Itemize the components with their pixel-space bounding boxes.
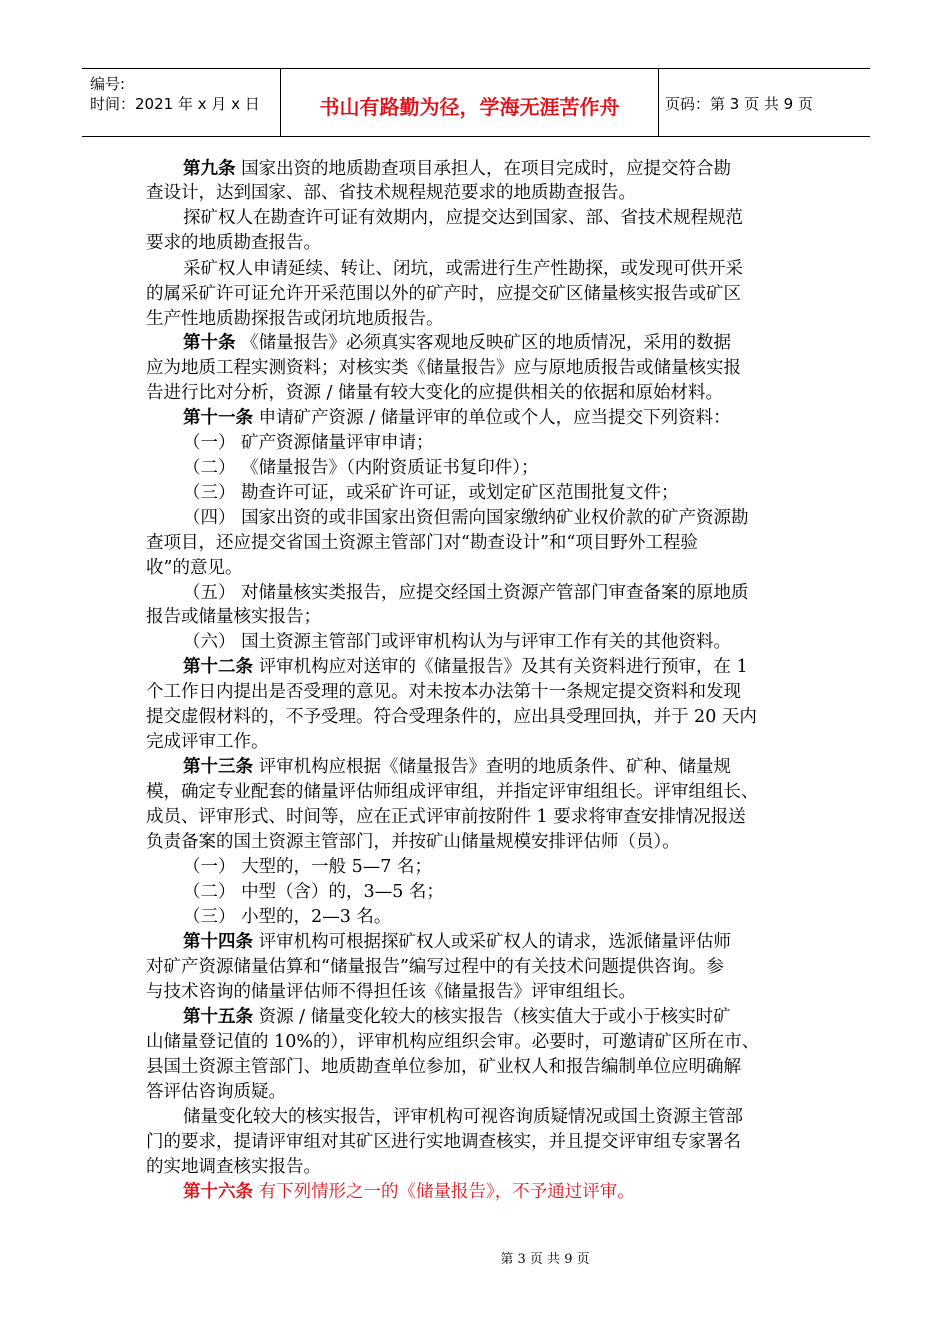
body-line: 的属采矿许可证允许开采范围以外的矿产时，应提交矿区储量核实报告或矿区	[146, 284, 741, 304]
body-line: （三） 勘查许可证，或采矿许可证，或划定矿区范围批复文件；	[183, 483, 679, 503]
article-text: 评审机构可根据探矿权人或采矿权人的请求，选派储量评估师	[253, 932, 732, 952]
body-line	[183, 1005, 731, 1029]
body-line	[183, 157, 731, 181]
document-time-label: 时间：2021 年 x 月 x 日	[90, 95, 260, 113]
article-text: 有下列情形之一的《储量报告》，不予通过评审。	[253, 1182, 635, 1202]
document-code-label: 编号:	[90, 75, 126, 93]
article-text: 评审机构应对送审的《储量报告》及其有关资料进行预审，在 1	[253, 657, 748, 677]
header-motto-cell	[281, 69, 659, 136]
header-page-number: 页码：第 3 页 共 9 页	[665, 95, 813, 113]
body-line	[183, 655, 748, 679]
body-line: 要求的地质勘查报告。	[146, 233, 321, 253]
body-line: 县国土资源主管部门、地质勘查单位参加，矿业权人和报告编制单位应明确解	[146, 1057, 741, 1077]
body-line: 生产性地质勘探报告或闭坑地质报告。	[146, 309, 444, 329]
body-line: 储量变化较大的核实报告，评审机构可视咨询质疑情况或国土资源主管部	[183, 1107, 743, 1127]
article-text: 《储量报告》必须真实客观地反映矿区的地质情况，采用的数据	[235, 333, 732, 353]
body-line: 的实地调查核实报告。	[146, 1157, 321, 1177]
body-line: 答评估咨询质疑。	[146, 1082, 286, 1102]
body-line: 查设计，达到国家、部、省技术规程规范要求的地质勘查报告。	[146, 183, 636, 203]
article-text: 资源 / 储量变化较大的核实报告（核实值大于或小于核实时矿	[253, 1007, 731, 1027]
body-line: 应为地质工程实测资料；对核实类《储量报告》应与原地质报告或储量核实报	[146, 358, 741, 378]
body-line: 完成评审工作。	[146, 732, 269, 752]
body-line: 报告或储量核实报告；	[146, 607, 321, 627]
article-text: 国家出资的地质勘查项目承担人，在项目完成时，应提交符合勘	[235, 159, 732, 179]
body-line: 采矿权人申请延续、转让、闭坑，或需进行生产性勘探，或发现可供开采	[183, 259, 743, 279]
body-line: 成员、评审形式、时间等，应在正式评审前按附件 1 要求将审查安排情况报送	[146, 807, 746, 827]
article-text: 申请矿产资源 / 储量评审的单位或个人，应当提交下列资料：	[253, 408, 731, 428]
body-line	[183, 930, 731, 954]
article-heading: 第十三条	[183, 757, 253, 777]
body-line: 提交虚假材料的，不予受理。符合受理条件的，应出具受理回执，并于 20 天内	[146, 707, 757, 727]
body-line: （六） 国土资源主管部门或评审机构认为与评审工作有关的其他资料。	[183, 632, 732, 652]
body-line: 模，确定专业配套的储量评估师组成评审组，并指定评审组组长。评审组组长、	[146, 782, 759, 802]
header-meta-cell	[82, 69, 281, 136]
body-line: 查项目，还应提交省国土资源主管部门对“勘查设计”和“项目野外工程验	[146, 533, 698, 553]
body-line: 门的要求，提请评审组对其矿区进行实地调查核实，并且提交评审组专家署名	[146, 1132, 741, 1152]
article-heading: 第十条	[183, 333, 236, 353]
body-line: （二） 《储量报告》（内附资质证书复印件）；	[183, 458, 539, 478]
body-line	[183, 406, 731, 430]
body-line: （二） 中型（含）的，3—5 名；	[183, 882, 444, 902]
page-header	[82, 68, 870, 137]
body-line	[183, 331, 731, 355]
body-line: 探矿权人在勘查许可证有效期内，应提交达到国家、部、省技术规程规范	[183, 208, 743, 228]
article-heading: 第十五条	[183, 1007, 253, 1027]
article-heading: 第九条	[183, 159, 236, 179]
body-line: 对矿产资源储量估算和“储量报告”编写过程中的有关技术问题提供咨询。参	[146, 957, 724, 977]
article-heading: 第十四条	[183, 932, 253, 952]
page-footer: 第 3 页 共 9 页	[500, 1252, 590, 1267]
article-heading: 第十六条	[183, 1182, 253, 1202]
article-heading: 第十一条	[183, 408, 253, 428]
body-line: 与技术咨询的储量评估师不得担任该《储量报告》评审组组长。	[146, 982, 636, 1002]
article-text: 评审机构应根据《储量报告》查明的地质条件、矿种、储量规	[253, 757, 732, 777]
body-line: （四） 国家出资的或非国家出资但需向国家缴纳矿业权价款的矿产资源勘	[183, 508, 749, 528]
header-motto: 书山有路勤为径，学海无涯苦作舟	[319, 95, 620, 119]
body-line: 告进行比对分析，资源 / 储量有较大变化的应提供相关的依据和原始材料。	[146, 383, 724, 403]
body-line: （五） 对储量核实类报告，应提交经国土资源产管部门审查备案的原地质	[183, 583, 749, 603]
body-line: （一） 大型的，一般 5—7 名；	[183, 857, 432, 877]
body-line: （一） 矿产资源储量评审申请；	[183, 433, 434, 453]
body-line: 个工作日内提出是否受理的意见。对未按本办法第十一条规定提交资料和发现	[146, 682, 741, 702]
body-line: 负责备案的国土资源主管部门，并按矿山储量规模安排评估师（员）。	[146, 832, 680, 852]
article-heading: 第十二条	[183, 657, 253, 677]
body-line	[183, 755, 731, 779]
body-line	[183, 1180, 635, 1204]
header-page-cell	[659, 69, 870, 136]
body-line: 山储量登记值的 10%的），评审机构应组织会审。必要时，可邀请矿区所在市、	[146, 1032, 760, 1052]
body-line: （三） 小型的，2—3 名。	[183, 907, 392, 927]
body-line: 收”的意见。	[146, 558, 243, 578]
